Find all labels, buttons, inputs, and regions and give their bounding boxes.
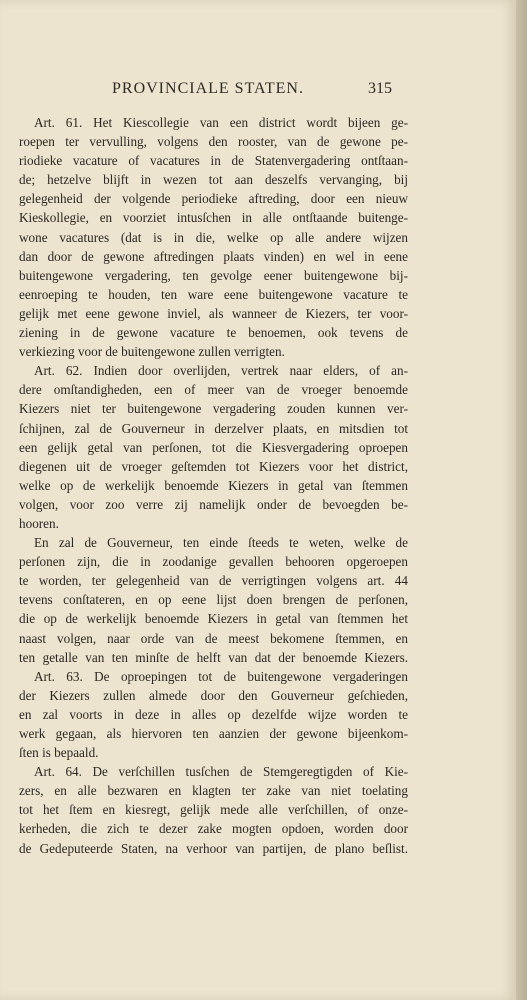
text-line: ſten is bepaald. [19, 745, 99, 761]
page-number: 315 [368, 80, 392, 97]
text-line: buitengewone vergadering, ten gevolge eener buitengewone bij- [19, 267, 408, 283]
text-line: verkiezing voor de buitengewone zullen verrigten. [19, 344, 285, 360]
text-line: volgen, voor zoo verre zij namelijk onder de bevoegden be- [19, 496, 408, 512]
text-line: de; hetzelve blijft in wezen tot aan deszelfs vervanging, bij [19, 172, 408, 188]
text-line: werk gegaan, als hiervoren ten aanzien der gewone bijeenkom- [19, 726, 408, 741]
text-line: hooren. [19, 515, 59, 531]
text-line: kerheden, die zich te dezer zake mogten opdoen, worden door [19, 821, 408, 837]
text-line: gelegenheid der volgende periodieke aftreding, door een nieuw [19, 191, 408, 207]
page-edge [516, 0, 527, 1000]
article-text [19, 113, 408, 858]
text-line: Art. 63. De oproepingen tot de buitengewone vergaderingen [34, 668, 408, 684]
text-line: tevens conſtateren, en op eene lijst doen brengen de perſonen, [19, 592, 408, 608]
text-line: der Kiezers zullen almede door den Gouverneur geſchieden, [19, 687, 408, 703]
text-line: een gelijk getal van perſonen, tot die Kiesvergadering oproepen [19, 439, 408, 455]
text-line: riodieke vacature of vacatures in de Statenvergadering ontſtaan- [19, 153, 408, 169]
text-line: wone vacatures (dat is in die, welke op alle andere wijzen [19, 229, 408, 245]
text-line: Art. 61. Het Kiescollegie van een district wordt bijeen ge- [34, 115, 408, 130]
text-line: Kieskollegie, en voorziet intusſchen in alle ontſtaande buitenge- [19, 210, 408, 226]
text-line: perſonen zijn, die in zoodanige gevallen behooren opgeroepen [19, 554, 408, 570]
text-line: Kiezers niet ter buitengewone vergadering zouden kunnen ver- [19, 401, 408, 417]
text-line: die op de werkelijk benoemde Kiezers in getal van ſtemmen het [19, 611, 408, 627]
text-line: tot het ſtem en kiesregt, gelijk mede alle verſchillen, of onze- [19, 802, 408, 818]
text-line: Art. 62. Indien door overlijden, vertrek naar elders, of an- [34, 363, 408, 379]
text-line: ſchijnen, zal de Gouverneur in derzelver plaats, en mitsdien tot [19, 420, 408, 436]
text-line: en zal voorts in deze in alles op dezelfde wijze worden te [19, 706, 408, 722]
text-line: En zal de Gouverneur, ten einde ſteeds te weten, welke de [34, 535, 408, 551]
text-line: ten getalle van ten minſte de helft van dat der benoemde Kiezers. [19, 649, 408, 665]
text-line: zers, en alle bezwaren en klagten ter zake van niet toelating [19, 783, 408, 799]
text-line: ziening in de gewone vacature te benoemen, ook tevens de [19, 325, 408, 341]
running-header: PROVINCIALE STATEN. [112, 80, 304, 97]
text-line: dan door de gewone aftredingen plaats vinden) en wel in eene [19, 248, 408, 264]
text-line: welke op de werkelijk benoemde Kiezers in getal van ſtemmen [19, 477, 408, 493]
text-line: gelijk met eene gewone inviel, als wanneer de Kiezers, ter voor- [19, 305, 408, 321]
text-line: de Gedeputeerde Staten, na verhoor van partijen, de plano beſlist. [19, 840, 408, 856]
text-line: te worden, ter gelegenheid van de verrigtingen volgens art. 44 [19, 573, 408, 589]
text-line: eenroeping te houden, ten ware eene buitengewone vacature te [19, 286, 408, 302]
text-line: naast volgen, naar orde van de meest bekomene ſtemmen, en [19, 630, 408, 646]
text-line: diegenen uit de vroeger geſtemden tot Kiezers voor het district, [19, 458, 408, 474]
text-line: dere omſtandigheden, een of meer van de vroeger benoemde [19, 382, 408, 398]
text-line: roepen ter vervulling, volgens den rooster, van de gewone pe- [19, 134, 408, 150]
text-line: Art. 64. De verſchillen tusſchen de Stemgeregtigden of Kie- [34, 764, 408, 780]
